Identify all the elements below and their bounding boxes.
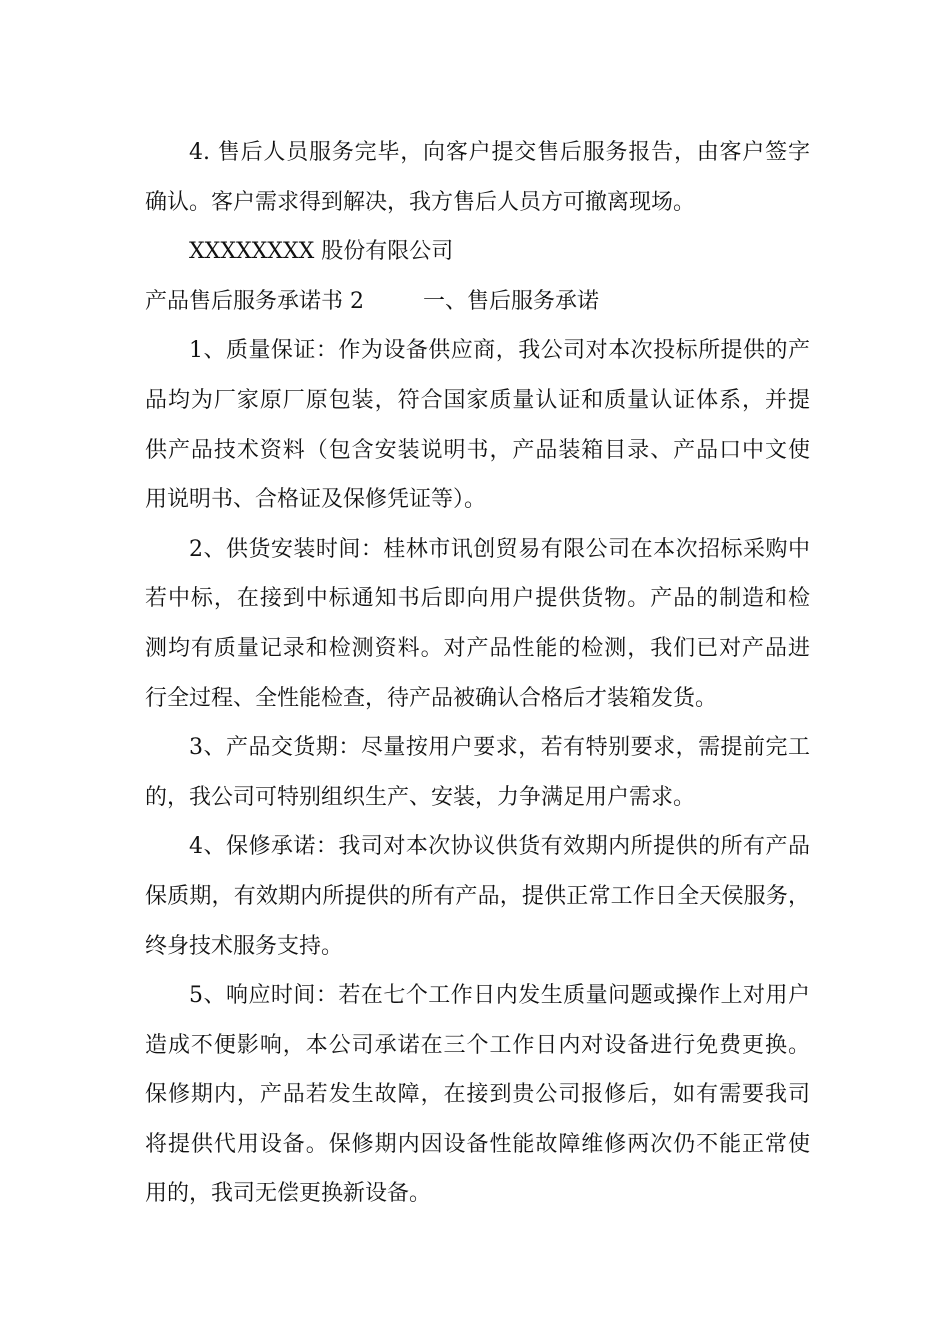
text-line: 保修期内，产品若发生故障，在接到贵公司报修后，如有需要我司 [145, 1082, 810, 1108]
text-line: 用说明书、合格证及保修凭证等）。 [145, 487, 487, 513]
section-title: 一、售后服务承诺 [423, 288, 600, 314]
document-heading [145, 277, 810, 327]
section-response-time [145, 971, 810, 1219]
text-line: 终身技术服务支持。 [145, 933, 344, 959]
text-line: 若中标，在接到中标通知书后即向用户提供货物。产品的制造和检 [145, 586, 810, 612]
text-line: 4、保修承诺：我司对本次协议供货有效期内所提供的所有产品 [189, 834, 810, 860]
section-delivery-period [145, 723, 810, 822]
text-line: 3、产品交货期：尽量按用户要求，若有特别要求，需提前完工 [189, 735, 810, 761]
text-line: 造成不便影响，本公司承诺在三个工作日内对设备进行免费更换。 [145, 1032, 810, 1058]
text-line: 行全过程、全性能检查，待产品被确认合格后才装箱发货。 [145, 685, 718, 711]
text-line: 测均有质量记录和检测资料。对产品性能的检测，我们已对产品进 [145, 635, 810, 661]
paragraph-after-sales-report [145, 128, 810, 227]
section-delivery-install-time [145, 525, 810, 723]
company-name: XXXXXXXX 股份有限公司 [189, 239, 454, 265]
section-quality-guarantee [145, 326, 810, 524]
text-line: 1、质量保证：作为设备供应商，我公司对本次投标所提供的产 [189, 338, 810, 364]
document-body [145, 128, 810, 1219]
text-line: 用的，我司无偿更换新设备。 [145, 1181, 432, 1207]
section-warranty-commitment [145, 822, 810, 971]
document-title: 产品售后服务承诺书 2 [145, 288, 364, 314]
text-line: 品均为厂家原厂原包装，符合国家质量认证和质量认证体系，并提 [145, 387, 810, 413]
text-line: 确认。客户需求得到解决，我方售后人员方可撤离现场。 [145, 189, 696, 215]
text-line: 4. 售后人员服务完毕，向客户提交售后服务报告，由客户签字 [189, 140, 810, 165]
text-line: 供产品技术资料（包含安装说明书，产品装箱目录、产品口中文使 [145, 437, 810, 463]
text-line: 保质期，有效期内所提供的所有产品，提供正常工作日全天侯服务， [145, 883, 810, 909]
text-line: 5、响应时间：若在七个工作日内发生质量问题或操作上对用户 [189, 983, 810, 1009]
text-line: 2、供货安装时间：桂林市讯创贸易有限公司在本次招标采购中 [189, 536, 810, 562]
text-line: 的，我公司可特别组织生产、安装，力争满足用户需求。 [145, 784, 696, 810]
text-line: 将提供代用设备。保修期内因设备性能故障维修两次仍不能正常使 [145, 1131, 810, 1157]
